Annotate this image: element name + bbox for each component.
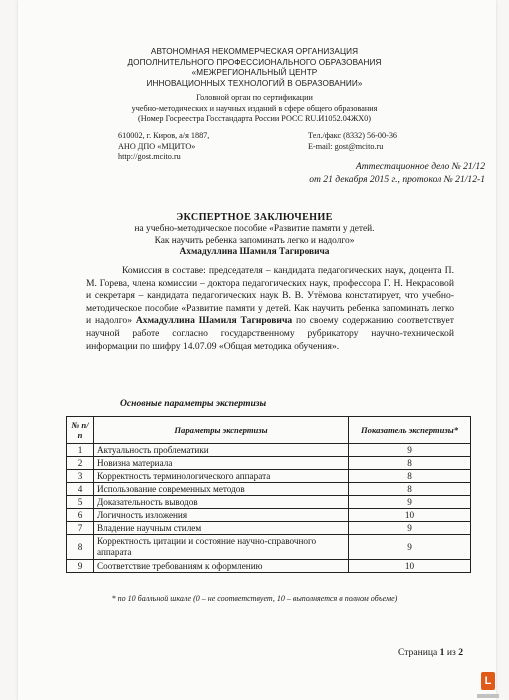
table-row [67,444,471,457]
row-num: 1 [67,444,94,457]
row-num: 3 [67,470,94,483]
table-row [67,560,471,573]
header-param: Параметры экспертизы [94,417,349,444]
row-score: 9 [349,535,471,560]
page-current: 1 [439,647,445,658]
website-link[interactable]: http://gost.mcito.ru [118,152,181,161]
row-num: 9 [67,560,94,573]
table-row [67,522,471,535]
center-line: (Номер Госреестра Госстандарта России РОСС RU.И1052.04ЖХ0) [138,114,371,123]
row-score: 8 [349,483,471,496]
table-row [67,483,471,496]
header-num: № п/п [67,417,94,444]
header-score: Показатель экспертизы* [349,417,471,444]
paragraph-text-end: по своему содержанию соответствует научной работе согласно государственному рубрикатору научно-технической информации по шифру 14.07.09 «Общая методика обучения». [86,315,454,352]
paragraph-text: Комиссия в составе: председателя – кандидата педагогических наук, доцента П. М. Горева, члена комиссии – доктора педагогических наук, профессора Г. Н. Некрасовой и секретаря – кандидата педагогических наук В. В. Утёмова констатирует, что учебно-методическое пособие «Развитие памяти у детей. Как научить ребенка запоминать легко и надолго» [86,265,454,327]
row-score: 9 [349,496,471,509]
page-middle: из [444,647,459,658]
row-param: Новизна материала [94,457,349,470]
org-line: ИННОВАЦИОННЫХ ТЕХНОЛОГИЙ В ОБРАЗОВАНИИ» [146,78,363,88]
table-row [67,535,471,560]
paragraph-author: Ахмадуллина Шамиля Тагировича [135,315,293,327]
phone-fax: Тел./факс (8332) 56-00-36 [308,131,398,140]
subtitle-line: на учебно-методическое пособие «Развитие памяти у детей. [134,224,375,234]
row-param: Соответствие требованиям к оформлению [94,560,349,573]
table-row [67,496,471,509]
center-line: Головной орган по сертификации [196,93,313,102]
certification-body-info [0,93,509,125]
subtitle-line: Как научить ребенка запоминать легко и надолго» [154,235,355,246]
contact-info [308,131,397,152]
row-score: 10 [349,560,471,573]
row-num: 7 [67,522,94,535]
email-link[interactable]: E-mail: gost@mcito.ru [308,141,384,151]
document-title: ЭКСПЕРТНОЕ ЗАКЛЮЧЕНИЕ [176,212,333,223]
address-line: 610002, г. Киров, а/я 1887, [118,131,210,140]
footnote: * по 10 балльной шкале (0 – не соответствует, 10 – выполняется в полном объеме) [111,594,398,603]
attestation-date: от 21 декабря 2015 г., протокол № 21/12-1 [309,174,485,185]
row-param: Владение научным стилем [94,522,349,535]
attestation-info [309,160,485,186]
author-name: Ахмадуллина Шамиля Тагировича [179,247,330,257]
table-row [67,470,471,483]
row-param: Использование современных методов [94,483,349,496]
commission-paragraph [86,265,454,353]
postal-address [118,131,209,163]
organization-header [0,47,509,89]
address-line: АНО ДПО «МЦИТО» [118,141,196,151]
row-score: 8 [349,470,471,483]
page-prefix: Страница [397,647,440,658]
document-subtitle [0,224,509,259]
row-num: 2 [67,457,94,470]
table-row [67,457,471,470]
row-param: Корректность цитации и состояние научно-справочного аппарата [94,535,349,560]
row-num: 5 [67,496,94,509]
corner-badge-icon[interactable]: L [481,672,495,690]
org-line: ДОПОЛНИТЕЛЬНОГО ПРОФЕССИОНАЛЬНОГО ОБРАЗОВАНИЯ [127,57,382,67]
row-num: 4 [67,483,94,496]
center-line: учебно-методических и научных изданий в сфере общего образования [131,103,378,113]
row-param: Актуальность проблематики [94,444,349,457]
row-score: 9 [349,444,471,457]
row-param: Логичность изложения [94,509,349,522]
attestation-case: Аттестационное дело № 21/12 [355,161,485,172]
corner-bar [477,694,499,698]
row-score: 8 [349,457,471,470]
org-line: «МЕЖРЕГИОНАЛЬНЫЙ ЦЕНТР [191,68,318,77]
section-title: Основные параметры экспертизы [120,398,267,409]
page-number [398,647,463,658]
table-header-row [67,417,471,444]
row-score: 9 [349,522,471,535]
row-score: 10 [349,509,471,522]
row-param: Корректность терминологического аппарата [94,470,349,483]
row-param: Доказательность выводов [94,496,349,509]
page-total: 2 [458,647,463,658]
row-num: 8 [67,535,94,560]
table-row [67,509,471,522]
row-num: 6 [67,509,94,522]
parameters-table [66,416,471,573]
org-line: АВТОНОМНАЯ НЕКОММЕРЧЕСКАЯ ОРГАНИЗАЦИЯ [150,47,359,56]
